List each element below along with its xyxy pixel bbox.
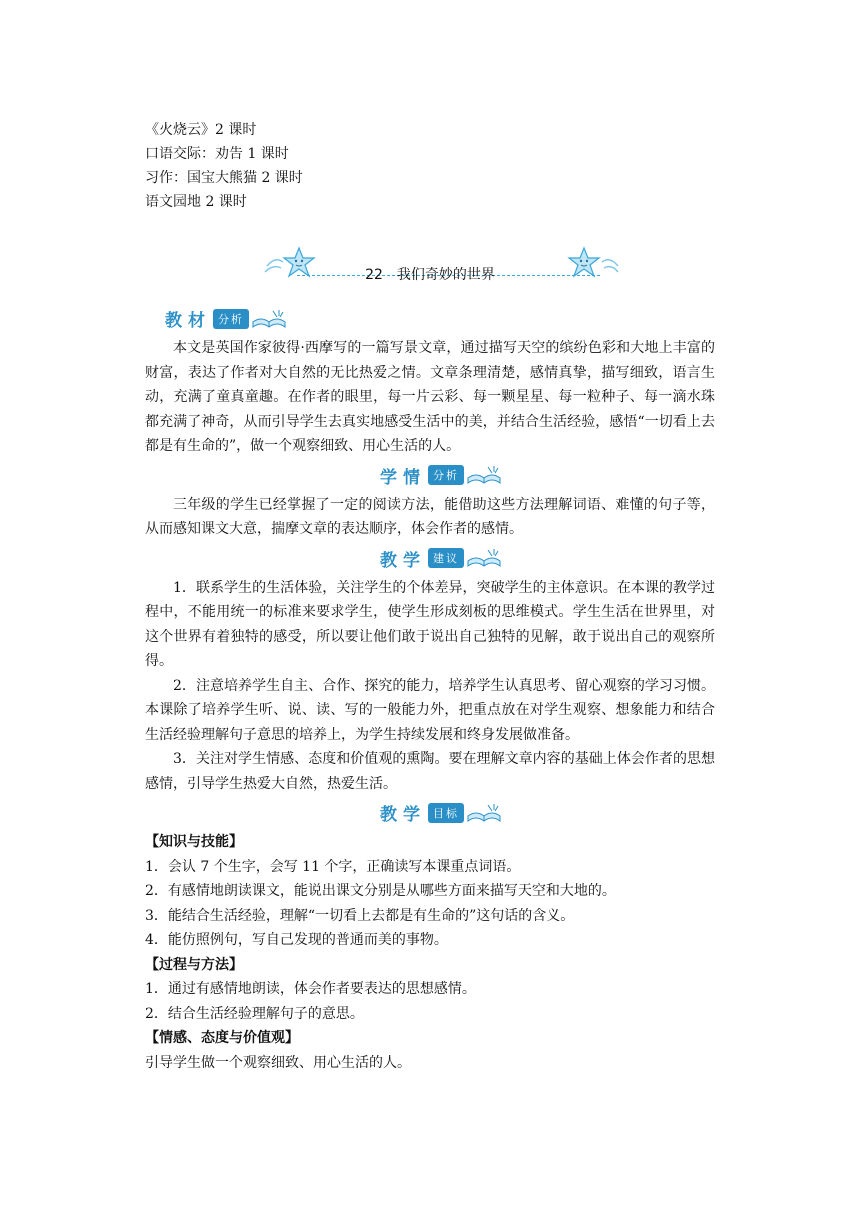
schedule-item: 习作：国宝大熊猫 2 课时: [145, 170, 303, 186]
objective-item: 引导学生做一个观察细致、用心生活的人。: [145, 1054, 411, 1071]
section-header-students: [145, 459, 715, 493]
section-badge: [380, 463, 502, 488]
section-badge-tag: 分析: [428, 465, 464, 485]
open-book-icon: [466, 464, 502, 486]
section-body-textbook: [145, 336, 715, 459]
section-badge-main: 教学: [380, 550, 426, 571]
objective-item: 3．能结合生活经验，理解“一切看上去都是有生命的”这句话的含义。: [145, 907, 575, 924]
section-body-advice: [145, 576, 715, 797]
lesson-banner: [145, 244, 715, 302]
objective-item: 1．通过有感情地朗读，体会作者要表达的思想感情。: [145, 981, 476, 997]
section-body-objectives: [145, 830, 715, 1075]
schedule-item: 口语交际：劝告 1 课时: [145, 146, 289, 162]
objective-category: 【情感、态度与价值观】: [145, 1030, 299, 1046]
open-book-icon: [466, 802, 502, 824]
section-badge-tag: 建议: [428, 548, 464, 568]
section-badge: [380, 546, 502, 571]
objective-item: 4．能仿照例句，写自己发现的普通而美的事物。: [145, 932, 448, 948]
objective-item: 2．有感情地朗读课文，能说出课文分别是从哪些方面来描写天空和大地的。: [145, 883, 616, 899]
paragraph: 3．关注对学生情感、态度和价值观的熏陶。要在理解文章内容的基础上体会作者的思想感情，引导学生热爱大自然，热爱生活。: [145, 751, 715, 792]
objective-category: 【知识与技能】: [145, 834, 243, 850]
objective-category: 【过程与方法】: [145, 956, 243, 973]
paragraph: 本文是英国作家彼得·西摩写的一篇写景文章，通过描写天空的缤纷色彩和大地上丰富的财富，表达了作者对大自然的无比热爱之情。文章条理清楚，感情真挚，描写细致，语言生动，充满了童真童趣。在作者的眼里，每一片云彩、每一颗星星、每一粒种子、每一滴水珠都充满了神奇，从而引导学生去真实地感受生活中的美，并结合生活经验，感悟“一切看上去都是有生命的”，做一个观察细致、用心生活的人。: [145, 340, 715, 454]
objective-item: 2．结合生活经验理解句子的意思。: [145, 1005, 364, 1022]
paragraph: 2．注意培养学生自主、合作、探究的能力，培养学生认真思考、留心观察的学习习惯。本课除了培养学生听、说、读、写的一般能力外，把重点放在对学生观察、想象能力和结合生活经验理解句子意思的培养上，为学生持续发展和终身发展做准备。: [145, 677, 715, 743]
open-book-icon: [466, 547, 502, 569]
paragraph: 三年级的学生已经掌握了一定的阅读方法，能借助这些方法理解词语、难懂的句子等，从而感知课文大意，揣摩文章的表达顺序，体会作者的感情。: [145, 496, 715, 537]
open-book-icon: [251, 308, 287, 330]
lesson-title: 22 我们奇妙的世界: [365, 267, 495, 283]
section-header-advice: [145, 542, 715, 576]
objective-item: 1．会认 7 个生字，会写 11 个字，正确读写本课重点词语。: [145, 858, 521, 875]
schedule-list: [145, 118, 715, 214]
schedule-item: 《火烧云》2 课时: [145, 122, 257, 138]
section-badge-main: 教学: [380, 805, 426, 825]
section-badge-tag: 分析: [213, 309, 249, 329]
section-header-textbook: [145, 302, 715, 336]
section-header-objectives: [145, 796, 715, 830]
section-badge-main: 学情: [380, 467, 426, 488]
section-badge-main: 教材: [165, 311, 211, 331]
section-badge: [380, 800, 502, 825]
page-content: [145, 118, 715, 1075]
section-badge-tag: 目标: [428, 803, 464, 823]
section-badge: [165, 306, 287, 331]
paragraph: 1．联系学生的生活体验，关注学生的个体差异，突破学生的主体意识。在本课的教学过程中，不能用统一的标准来要求学生，使学生形成刻板的思维模式。学生生活在世界里，对这个世界有着独特的感受，所以要让他们敢于说出自己独特的见解，敢于说出自己的观察所得。: [145, 579, 715, 669]
section-body-students: [145, 493, 715, 542]
schedule-item: 语文园地 2 课时: [145, 194, 247, 210]
